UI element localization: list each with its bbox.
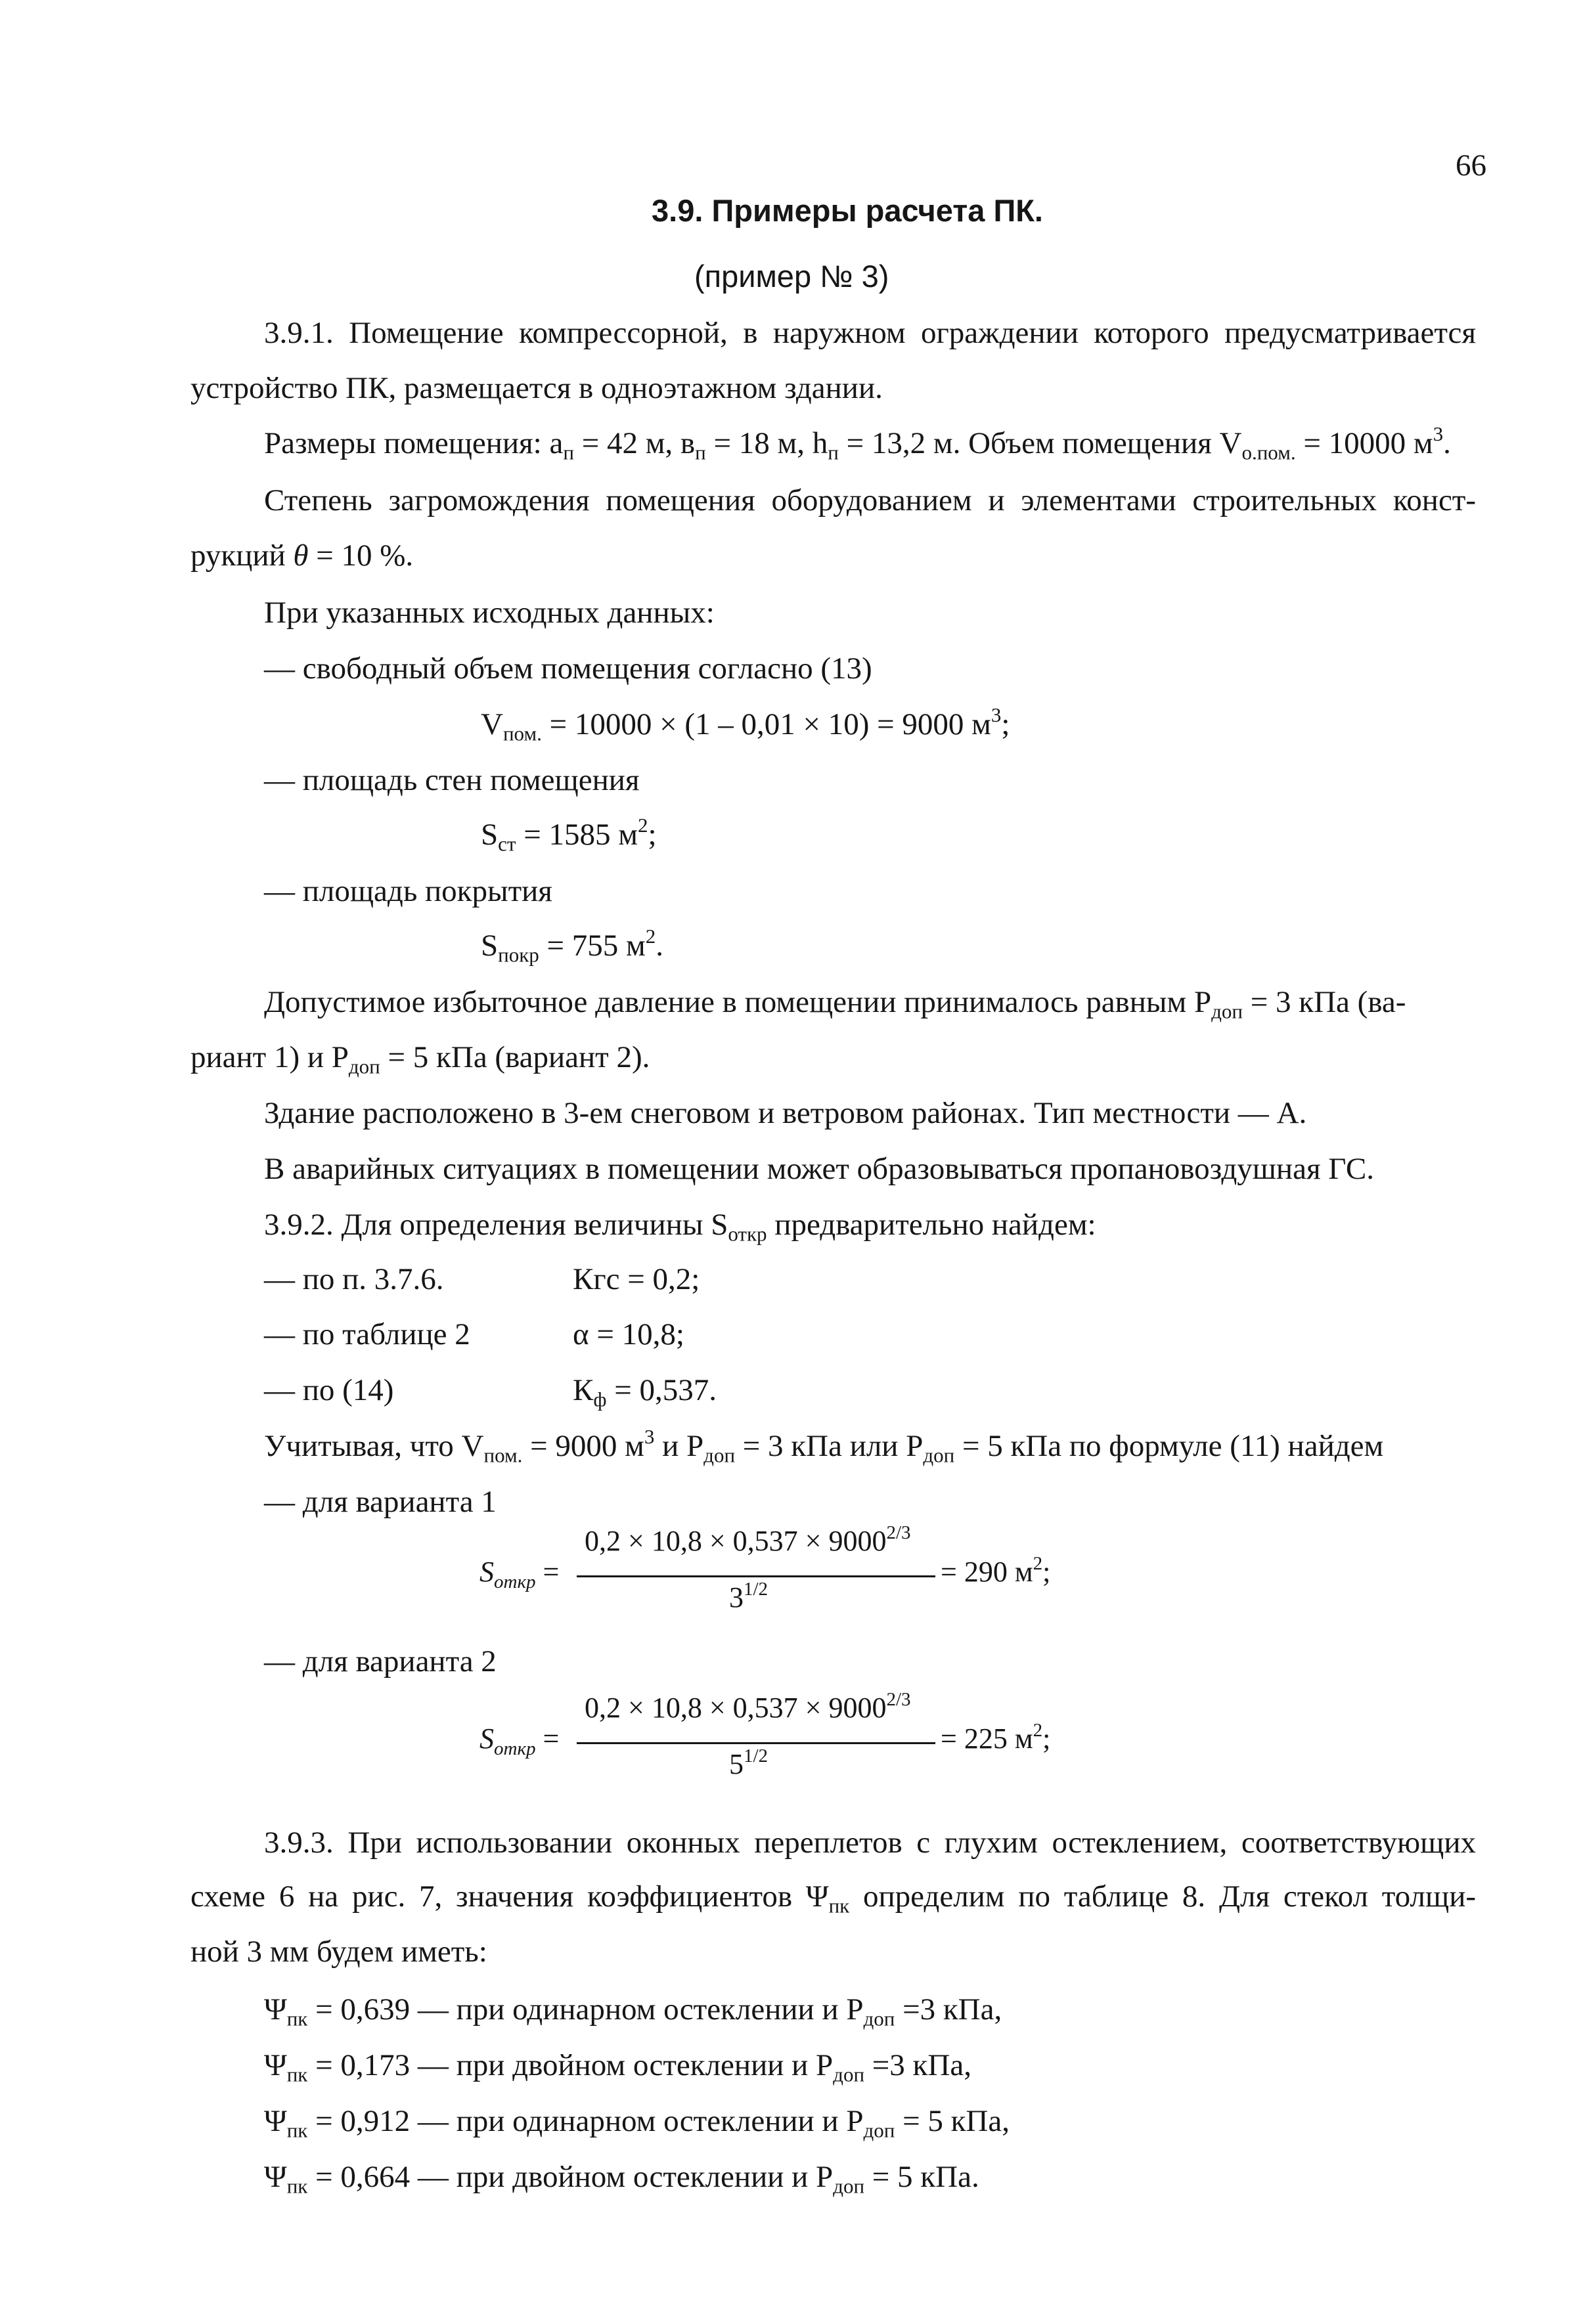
pressure-line2: риант 1) и $P_{доп} = 5$ кПа (вариант 2). <box>190 1040 650 1078</box>
param-label-kf: — по (14) <box>264 1373 394 1407</box>
psi-line-3: $\Psi_{пк} = 0,912$ — при одинарном остеклении и $P_{доп} = 5$ кПа, <box>264 2104 1010 2142</box>
room-dimensions: Размеры помещения: $a_п = 42$ м, $в_п = 18$ м, $h_п = 13,2$ м. Объем помещения $V_{о.пом.} = 10000$ $м^3$. <box>264 422 1451 464</box>
paragraph-3-9-2: 3.9.2. Для определения величины $S_{откр}$ предварительно найдем: <box>264 1208 1096 1246</box>
paragraph-3-9-1-line2: устройство ПК, размещается в одноэтажном здании. <box>190 371 883 405</box>
section-subheading: (пример № 3) <box>694 259 889 294</box>
variant1-denominator: $3^{1/2}$ <box>729 1579 769 1613</box>
variant1-lhs: $S_{откр}$ = <box>479 1556 560 1593</box>
paragraph-3-9-3-line2: схеме 6 на рис. 7, значения коэффициентов $\Psi_{пк}$ определим по таблице 8. Для стекол толщи- <box>190 1879 1476 1918</box>
section-heading: 3.9. Примеры расчета ПК. <box>652 193 1043 228</box>
variant2-denominator: $5^{1/2}$ <box>729 1745 769 1780</box>
psi-line-4: $\Psi_{пк} = 0,664$ — при двойном остеклении и $P_{доп} = 5$ кПа. <box>264 2160 979 2198</box>
variant1-numerator: $0,2 \times 10,8 \times 0,537 \times 9000^{2/3}$ <box>585 1522 911 1557</box>
paragraph-3-9-3-line1: 3.9.3. При использовании оконных переплетов с глухим остеклением, соответствующих <box>264 1826 1476 1860</box>
variant1-fraction-bar <box>577 1575 935 1577</box>
psi-line-1: $\Psi_{пк} = 0,639$ — при одинарном остеклении и $P_{доп} =3$ кПа, <box>264 1992 1002 2030</box>
variant2-result: = 225 $м^2$; <box>941 1720 1051 1755</box>
roof-area-label: — площадь покрытия <box>264 874 552 908</box>
variant2-fraction-bar <box>577 1742 935 1744</box>
given-conditions-line: Учитывая, что $V_{пом.} = 9000$ $м^3$ и $P_{доп} = 3$ кПа или $P_{доп} = 5$ кПа по формуле (11) найдем <box>264 1424 1384 1467</box>
wall-area-label: — площадь стен помещения <box>264 763 640 797</box>
pressure-line1: Допустимое избыточное давление в помещении принималось равным $P_{доп} = 3$ кПа (ва- <box>264 985 1406 1023</box>
param-value-kf: $К_ф = 0,537$. <box>573 1373 717 1411</box>
psi-line-2: $\Psi_{пк} = 0,173$ — при двойном остеклении и $P_{доп} =3$ кПа, <box>264 2048 971 2086</box>
param-label-kgs: — по п. 3.7.6. <box>264 1262 444 1296</box>
param-value-alpha: α = 10,8; <box>573 1317 684 1351</box>
param-label-alpha: — по таблице 2 <box>264 1317 470 1351</box>
given-data-intro: При указанных исходных данных: <box>264 596 715 630</box>
gas-mixture-note: В аварийных ситуациях в помещении может образовываться пропановоздушная ГС. <box>264 1152 1374 1186</box>
wall-area-formula: $S_{ст} = 1585$ $м^2$; <box>481 813 657 856</box>
free-volume-label: — свободный объем помещения согласно (13) <box>264 651 872 686</box>
variant2-numerator: $0,2 \times 10,8 \times 0,537 \times 9000^{2/3}$ <box>585 1689 911 1724</box>
free-volume-formula: $V_{пом.} = 10000 \times (1 - 0,01 \times 10) = 9000$ $м^3$; <box>481 703 1010 745</box>
param-value-kgs: Кгс = 0,2; <box>573 1262 700 1296</box>
variant2-lhs: $S_{откр}$ = <box>479 1722 560 1760</box>
paragraph-3-9-1-line1: 3.9.1. Помещение компрессорной, в наружном ограждении которого предусматривается <box>264 316 1476 350</box>
clutter-line2: рукций θ = 10 %. <box>190 538 414 573</box>
variant1-label: — для варианта 1 <box>264 1485 497 1519</box>
roof-area-formula: $S_{покр} = 755$ $м^2$. <box>481 924 664 967</box>
variant2-label: — для варианта 2 <box>264 1644 497 1678</box>
variant1-result: = 290 $м^2$; <box>941 1553 1051 1588</box>
page-number: 66 <box>1456 148 1486 183</box>
clutter-line1: Степень загромождения помещения оборудованием и элементами строительных конст- <box>264 483 1476 517</box>
building-location: Здание расположено в 3-ем снеговом и ветровом районах. Тип местности — А. <box>264 1096 1307 1130</box>
paragraph-3-9-3-line3: ной 3 мм будем иметь: <box>190 1935 487 1969</box>
